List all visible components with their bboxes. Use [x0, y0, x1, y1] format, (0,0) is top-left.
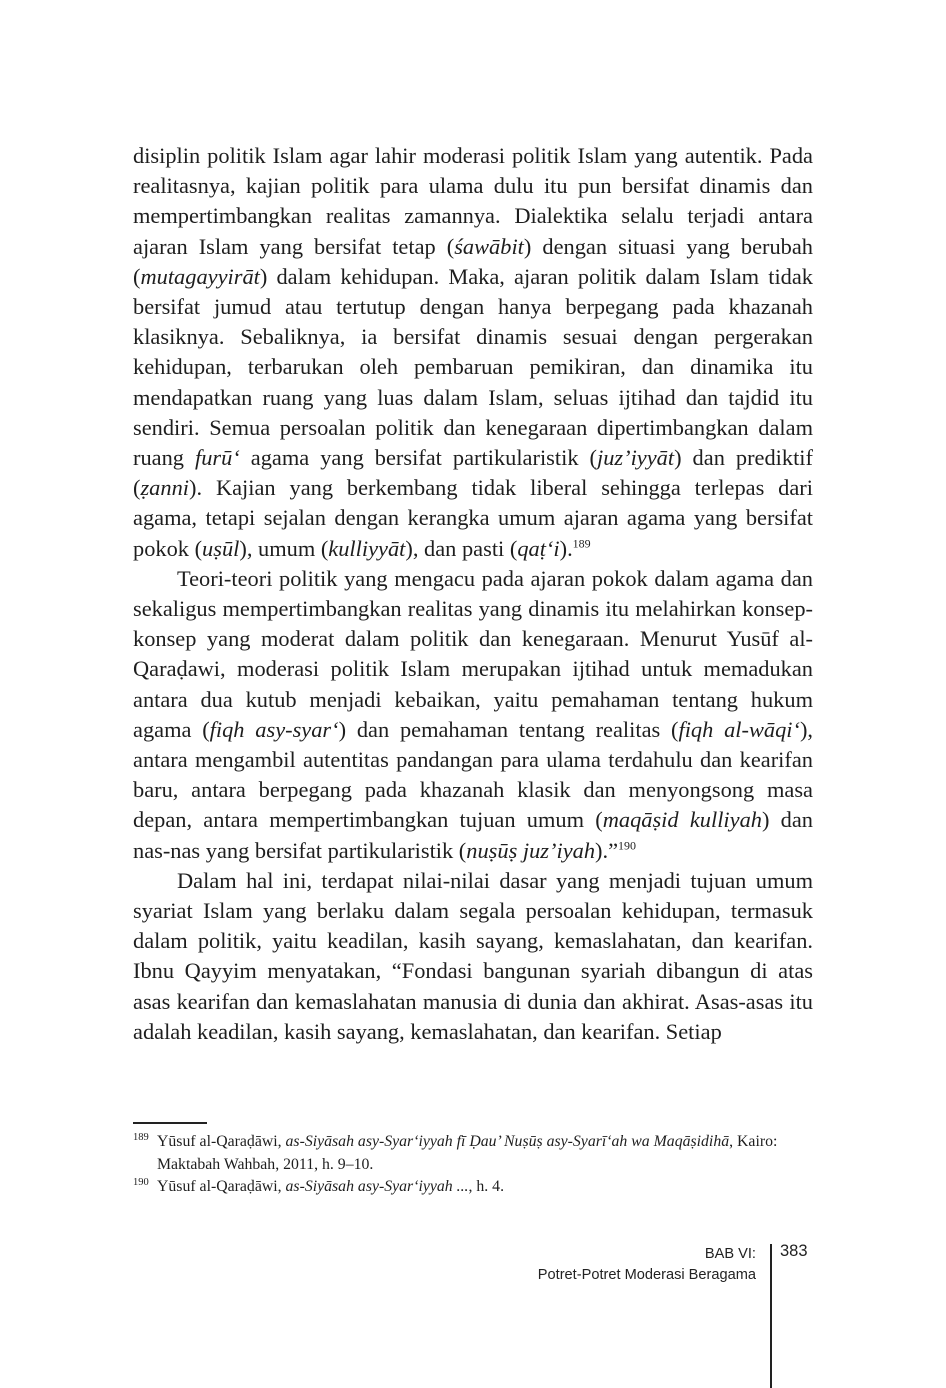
italic-term: as-Siyāsah asy-Syar‘iyyah fī Ḍau’ Nuṣūṣ asy-Syarī‘ah wa Maqāṣidihā [285, 1133, 730, 1150]
footnote-ref: 190 [618, 838, 637, 853]
italic-term: maqāṣid kulliyah [602, 807, 762, 833]
paragraph [133, 564, 813, 866]
text-run: Dalam hal ini, terdapat nilai-nilai dasar yang menjadi tujuan umum syariat Islam yang berlaku dalam segala persoalan kehidupan, termasuk dalam politik, yaitu keadilan, kasih sayang, kemaslahatan, dan kearifan. Ibnu Qayyim menyatakan, “Fondasi bangunan syariah dibangun di atas asas kearifan dan kemaslahatan manusia di dunia dan akhirat. Asas-asas itu adalah keadilan, kasih sayang, kemaslahatan, dan kearifan. Setiap [133, 867, 813, 1044]
text-run: ), dan pasti ( [405, 535, 518, 561]
text-run: ) dan nas-nas yang bersifat partikularistik ( [133, 807, 814, 863]
text-run: ). [559, 535, 573, 561]
text-run: ), umum ( [239, 535, 329, 561]
text-run: , h. 4. [468, 1178, 505, 1195]
italic-term: fiqh asy-syar‘ [209, 716, 339, 742]
text-run: , Kairo: Maktabah Wahbah, 2011, h. 9–10. [157, 1133, 778, 1173]
text-run: Teori-teori politik yang mengacu pada ajaran pokok dalam agama dan sekaligus mempertimbangkan realitas yang dinamis itu melahirkan konsep-konsep yang moderat dalam politik dan kenegaraan. Menurut Yusūf al-Qaraḍawi, moderasi politik Islam merupakan ijtihad untuk memadukan antara dua kutub menjadi kebaikan, yaitu pemahaman tentang hukum agama ( [133, 565, 813, 742]
footnote-189 [133, 1131, 813, 1176]
footnote-ref: 189 [572, 536, 591, 551]
italic-term: fiqh al-wāqi‘ [678, 716, 800, 742]
italic-term: ẓanni [140, 475, 189, 501]
text-run: ) dan prediktif ( [133, 445, 813, 501]
italic-term: juz’iyyāt [596, 445, 675, 471]
footnote-number: 190 [133, 1177, 149, 1188]
footnote-text [157, 1178, 504, 1195]
text-run: agama yang bersifat partikularistik ( [239, 445, 597, 471]
text-run: Yūsuf al-Qaraḍāwi, [157, 1178, 286, 1195]
text-run: ). Kajian yang berkembang tidak liberal sehingga terlepas dari agama, tetapi sejalan dengan kerangka umum ajaran agama yang bersifat pokok ( [133, 475, 813, 561]
text-run: disiplin politik Islam agar lahir moderasi politik Islam yang autentik. Pada realitasnya, kajian politik para ulama dulu itu pun bersifat dinamis dan mempertimbangkan realitas zamannya. Dialektika selalu terjadi antara ajaran Islam yang bersifat tetap ( [133, 143, 813, 259]
footnotes [133, 1131, 813, 1199]
italic-term: nuṣūṣ juz’iyah [466, 837, 596, 863]
italic-term: śawābit [454, 233, 524, 259]
italic-term: mutagayyirāt [140, 263, 260, 289]
italic-term: furū‘ [195, 445, 240, 471]
italic-term: uṣūl [202, 535, 240, 561]
text-run: ) dalam kehidupan. Maka, ajaran politik dalam Islam tidak bersifat jumud atau tertutup dengan hanya berpegang pada khazanah klasiknya. Sebaliknya, ia bersifat dinamis sesuai dengan pergerakan kehidupan, terbarukan oleh pembaruan pemikiran, dan dinamika itu mendapatkan ruang yang luas dalam Islam, seluas ijtihad dan tajdid itu sendiri. Semua persoalan politik dan kenegaraan dipertimbangkan dalam ruang [133, 263, 813, 471]
footnote-text [157, 1133, 777, 1173]
paragraph [133, 141, 813, 564]
text-run: ) dan pemahaman tentang realitas ( [338, 716, 679, 742]
chapter-label: BAB VI: [704, 1246, 756, 1262]
italic-term: qaṭ‘i [517, 535, 560, 561]
chapter-title: Potret-Potret Moderasi Beragama [537, 1267, 756, 1283]
italic-term: as-Siyāsah asy-Syar‘iyyah ... [285, 1178, 469, 1195]
margin-rule [770, 1244, 772, 1388]
text-run: Yūsuf al-Qaraḍāwi, [157, 1133, 286, 1150]
footnote-190 [133, 1176, 813, 1199]
text-run: ), antara mengambil autentitas pandangan para ulama terdahulu dan kearifan baru, antara berpegang pada khazanah klasik dan menyongsong masa depan, antara mempertimbangkan tujuan umum ( [133, 716, 814, 833]
italic-term: kulliyyāt [328, 535, 406, 561]
text-run: ).” [595, 837, 619, 863]
text-run: ) dengan situasi yang berubah ( [133, 233, 813, 289]
running-head [538, 1244, 756, 1286]
paragraph [133, 866, 813, 1047]
page-number: 383 [780, 1242, 808, 1260]
main-text [133, 141, 813, 1047]
footnote-number: 189 [133, 1132, 149, 1143]
footnote-divider [133, 1122, 207, 1124]
